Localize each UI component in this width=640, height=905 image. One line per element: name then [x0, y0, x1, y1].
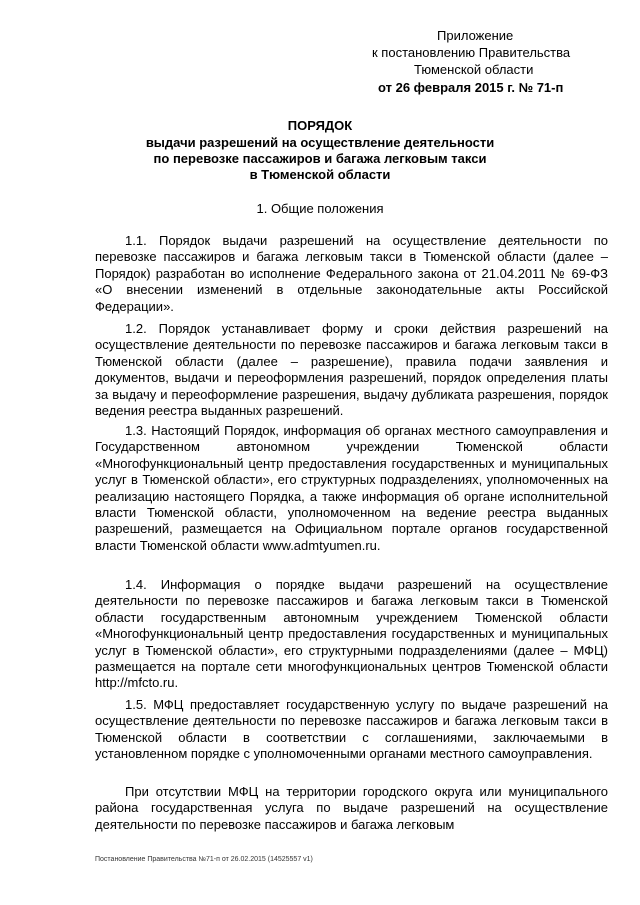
paragraph-1-4: 1.4. Информация о порядке выдачи разрешений на осуществление деятельности по перевозке пассажиров и багажа легковым такси в Тюменской области государственным автономным учреждением Тюменской области «Многофункциональный центр предоставления государственных и муниципальных услуг в Тюменской области», его структурными подразделениями (далее – МФЦ) размещается на портале сети многофункциональных центров Тюменской области http://mfcto.ru.: [95, 577, 608, 691]
title-line-4: в Тюменской области: [249, 167, 391, 182]
paragraph-1-3: 1.3. Настоящий Порядок, информация об органах местного самоуправления и Государственном автономном учреждении Тюменской области «Многофункциональный центр предоставления государственных и муниципальных услуг в Тюменской области», его структурных подразделениях, уполномоченных на реализацию настоящего Порядка, а также информация об органе исполнительной власти Тюменской области, уполномоченном на ведение реестра выданных разрешений, размещается на Официальном портале органов государственной власти Тюменской области www.admtyumen.ru.: [95, 423, 608, 553]
paragraph-continued: При отсутствии МФЦ на территории городского округа или муниципального района государственная услуга по выдаче разрешений на осуществление деятельности по перевозке пассажиров и багажа легковым: [95, 784, 608, 832]
title-line-3: по перевозке пассажиров и багажа легковым такси: [153, 151, 487, 166]
paragraph-1-5: 1.5. МФЦ предоставляет государственную услугу по выдаче разрешений на осуществление деятельности по перевозке пассажиров и багажа легковым такси в Тюменской области в соответствии с соглашениями, заключаемыми в установленном порядке с уполномоченными органами местного самоуправления.: [95, 697, 608, 762]
approval-date-number: от 26 февраля 2015 г. № 71-п: [378, 80, 564, 95]
approval-region: Тюменской области: [414, 62, 534, 77]
title-line-1: ПОРЯДОК: [287, 118, 353, 133]
approval-label: Приложение: [437, 28, 514, 43]
paragraph-1-1: 1.1. Порядок выдачи разрешений на осуществление деятельности по перевозке пассажиров и багажа легковым такси в Тюменской области (далее – Порядок) разработан во исполнение Федерального закона от 21.04.2011 № 69-ФЗ «О внесении изменений в отдельные законодательные акты Российской Федерации».: [95, 233, 608, 314]
page-footer: Постановление Правительства №71-п от 26.02.2015 (14525557 v1): [95, 856, 313, 863]
title-line-2: выдачи разрешений на осуществление деятельности: [145, 135, 495, 150]
section-heading: 1. Общие положения: [256, 201, 384, 216]
paragraph-1-2: 1.2. Порядок устанавливает форму и сроки действия разрешений на осуществление деятельности по перевозке пассажиров и багажа легковым такси в Тюменской области (далее – разрешение), правила подачи заявления и документов, выдачи и переоформления разрешений, порядок определения платы за выдачу и переоформление разрешения, выдачу дубликата разрешения, порядок ведения реестра выданных разрешений.: [95, 321, 608, 419]
approval-decree: к постановлению Правительства: [372, 45, 571, 60]
